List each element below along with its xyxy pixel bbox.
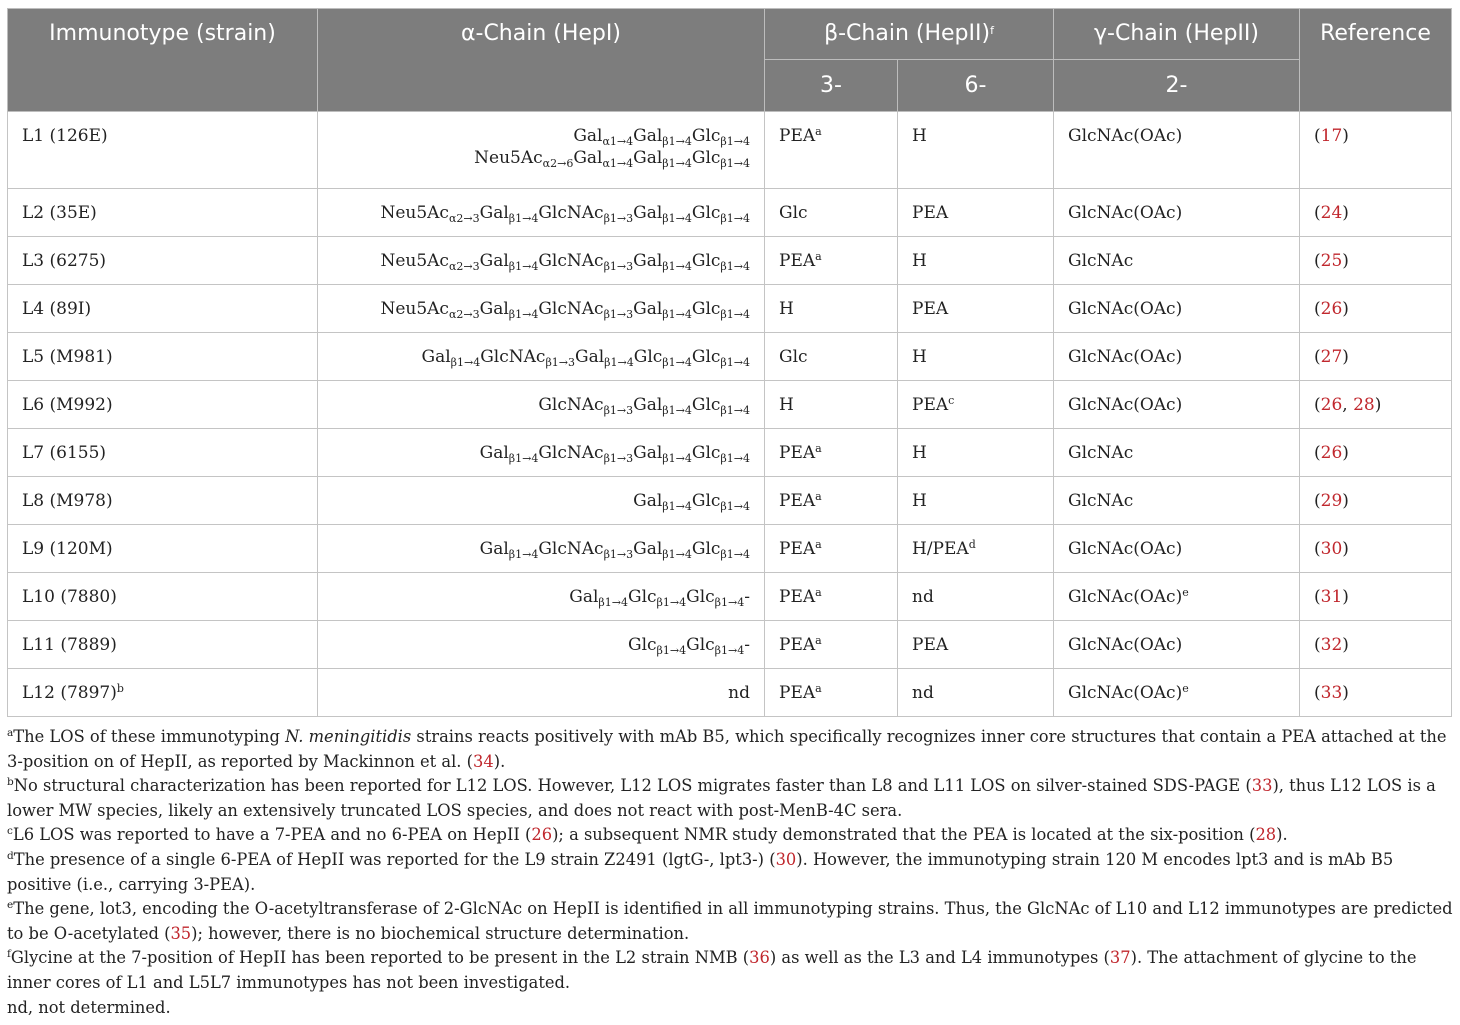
table-row xyxy=(8,381,1452,429)
reference-cell: (26, 28) xyxy=(1300,381,1452,429)
immunotype-table xyxy=(7,8,1452,717)
reference-cell: (31) xyxy=(1300,573,1452,621)
beta-3-cell: Glc xyxy=(765,189,898,237)
gamma-cell: GlcNAc xyxy=(1054,429,1300,477)
reference-cell: (25) xyxy=(1300,237,1452,285)
footnote-mark: f xyxy=(990,24,994,37)
beta-6-cell: nd xyxy=(898,573,1054,621)
beta-3-cell: PEA$^a$ xyxy=(765,237,898,285)
results-table-container xyxy=(7,8,1451,717)
reference-cell: (24) xyxy=(1300,189,1452,237)
footnote-f: $^f$Glycine at the 7-position of HepII has been reported to be present in the L2 strain NMB (36) as well as the L3 and L4 immunotypes (37). The attachment of glycine to the inner cores of L1 and L5L7 immunotypes has not been investigated. xyxy=(7,948,1417,992)
reference-link[interactable]: 29 xyxy=(1320,491,1343,511)
beta-6-cell: PEA xyxy=(898,621,1054,669)
gamma-cell: GlcNAc(OAc) xyxy=(1054,621,1300,669)
reference-link[interactable]: 24 xyxy=(1320,203,1343,223)
immunotype-cell: L10 (7880) xyxy=(8,573,318,621)
reference-link[interactable]: 25 xyxy=(1320,251,1343,271)
table-row xyxy=(8,621,1452,669)
alpha-chain-cell: Gal$_{\beta 1\to 4}$GlcNAc$_{\beta 1\to 3}$Gal$_{\beta 1\to 4}$Glc$_{\beta 1\to 4}$Glc$_{\beta 1\to 4}$ xyxy=(318,333,765,381)
alpha-chain-cell: $Neu5Ac_{\alpha 2\to 3}Gal_{\beta 1\to 4}GlcNAc_{\beta 1\to 3}Gal_{\beta 1\to 4}Glc_{\beta 1\to 4}$ xyxy=(318,237,765,285)
footnote-c: $^c$L6 LOS was reported to have a 7-PEA and no 6-PEA on HepII (26); a subsequent NMR study demonstrated that the PEA is located at the six-position (28). xyxy=(7,825,1288,845)
table-row xyxy=(8,237,1452,285)
table-row xyxy=(8,477,1452,525)
footnote-nd: nd, not determined. xyxy=(7,997,171,1017)
table-row xyxy=(8,333,1452,381)
beta-6-cell: PEA xyxy=(898,285,1054,333)
reference-cell: (17) xyxy=(1300,112,1452,189)
alpha-chain-cell: Gal$_{\beta 1\to 4}$GlcNAc$_{\beta 1\to 3}$Gal$_{\beta 1\to 4}$Glc$_{\beta 1\to 4}$ xyxy=(318,525,765,573)
reference-link[interactable]: 28 xyxy=(1255,825,1277,845)
table-row xyxy=(8,573,1452,621)
reference-cell: (33) xyxy=(1300,669,1452,717)
footnote-a: $^a$The LOS of these immunotyping N. meningitidis strains reacts positively with mAb B5, which specifically recognizes inner core structures that contain a PEA attached at the 3-position on of HepII, as reported by Mackinnon et al. (34). xyxy=(7,727,1447,771)
reference-link[interactable]: 32 xyxy=(1320,635,1343,655)
gamma-cell: GlcNAc(OAc) xyxy=(1054,112,1300,189)
header-beta-6: 6- xyxy=(898,60,1054,112)
header-gamma-2: 2- xyxy=(1054,60,1300,112)
immunotype-cell: L1 (126E) xyxy=(8,112,318,189)
header-reference: Reference xyxy=(1300,9,1452,112)
beta-3-cell: PEA$^a$ xyxy=(765,477,898,525)
beta-6-cell: H xyxy=(898,333,1054,381)
table-row xyxy=(8,525,1452,573)
table-row xyxy=(8,112,1452,189)
reference-cell: (32) xyxy=(1300,621,1452,669)
beta-6-cell: PEA$^c$ xyxy=(898,381,1054,429)
header-row-1 xyxy=(8,9,1452,60)
immunotype-cell: L4 (89I) xyxy=(8,285,318,333)
beta-3-cell: PEA$^a$ xyxy=(765,621,898,669)
table-row xyxy=(8,429,1452,477)
beta-3-cell: PEA$^a$ xyxy=(765,573,898,621)
reference-link[interactable]: 33 xyxy=(1320,683,1343,703)
beta-6-cell: PEA xyxy=(898,189,1054,237)
immunotype-cell: L3 (6275) xyxy=(8,237,318,285)
alpha-chain-cell: nd xyxy=(318,669,765,717)
beta-6-cell: H xyxy=(898,112,1054,189)
alpha-chain-cell: $Neu5Ac_{\alpha 2\to 3}Gal_{\beta 1\to 4}GlcNAc_{\beta 1\to 3}Gal_{\beta 1\to 4}Glc_{\beta 1\to 4}$ xyxy=(318,189,765,237)
gamma-cell: GlcNAc xyxy=(1054,477,1300,525)
alpha-chain-cell: Glc$_{\beta 1\to 4}$Glc$_{\beta 1\to 4}$- xyxy=(318,621,765,669)
beta-3-cell: H xyxy=(765,381,898,429)
reference-link[interactable]: 33 xyxy=(1251,776,1273,796)
beta-6-cell: H/PEA$^d$ xyxy=(898,525,1054,573)
table-row xyxy=(8,669,1452,717)
beta-3-cell: PEA$^a$ xyxy=(765,525,898,573)
reference-cell: (30) xyxy=(1300,525,1452,573)
reference-link[interactable]: 26 xyxy=(1320,395,1343,415)
immunotype-cell: L5 (M981) xyxy=(8,333,318,381)
beta-3-cell: PEA$^a$ xyxy=(765,669,898,717)
beta-3-cell: H xyxy=(765,285,898,333)
reference-link[interactable]: 35 xyxy=(170,923,192,943)
footnote-d: $^d$The presence of a single 6-PEA of HepII was reported for the L9 strain Z2491 (lgtG-, lpt3-) (30). However, the immunotyping strain 120 M encodes lpt3 and is mAb B5 positive (i.e., carrying 3-PEA). xyxy=(7,849,1394,894)
reference-link[interactable]: 28 xyxy=(1353,395,1375,415)
gamma-cell: GlcNAc(OAc)$^e$ xyxy=(1054,669,1300,717)
immunotype-cell: L8 (M978) xyxy=(8,477,318,525)
reference-link[interactable]: 17 xyxy=(1320,126,1343,146)
header-immunotype: Immunotype (strain) xyxy=(8,9,318,112)
alpha-chain-cell: Gal$_{\beta 1\to 4}$GlcNAc$_{\beta 1\to 3}$Gal$_{\beta 1\to 4}$Glc$_{\beta 1\to 4}$ xyxy=(318,429,765,477)
beta-3-cell: PEA$^a$ xyxy=(765,112,898,189)
beta-3-cell: PEA$^a$ xyxy=(765,429,898,477)
reference-cell: (29) xyxy=(1300,477,1452,525)
table-row xyxy=(8,189,1452,237)
alpha-chain-cell: Gal$_{\beta 1\to 4}$Glc$_{\beta 1\to 4}$Glc$_{\beta 1\to 4}$- xyxy=(318,573,765,621)
footnote-b: $^b$No structural characterization has been reported for L12 LOS. However, L12 LOS migrates faster than L8 and L11 LOS on silver-stained SDS-PAGE (33), thus L12 LOS is a lower MW species, likely an extensively truncated LOS species, and does not react with post-MenB-4C sera. xyxy=(7,776,1436,820)
gamma-cell: GlcNAc(OAc) xyxy=(1054,381,1300,429)
reference-cell: (27) xyxy=(1300,333,1452,381)
alpha-chain-cell: Gal$_{\alpha 1\to 4}$Gal$_{\beta 1\to 4}$Glc$_{\beta 1\to 4}$ $Neu5Ac_{\alpha 2\to 6}Gal_{\alpha 1\to 4}Gal_{\beta 1\to 4}Glc_{\beta 1\to 4}$ xyxy=(318,112,765,189)
gamma-cell: GlcNAc xyxy=(1054,237,1300,285)
immunotype-cell: L2 (35E) xyxy=(8,189,318,237)
beta-6-cell: nd xyxy=(898,669,1054,717)
header-alpha: α-Chain (HepI) xyxy=(318,9,765,112)
immunotype-cell: L12 $(7897)^b$ xyxy=(8,669,318,717)
gamma-cell: GlcNAc(OAc) xyxy=(1054,189,1300,237)
reference-link[interactable]: 26 xyxy=(531,825,553,845)
alpha-chain-cell: $Neu5Ac_{\alpha 2\to 3}Gal_{\beta 1\to 4}GlcNAc_{\beta 1\to 3}Gal_{\beta 1\to 4}Glc_{\beta 1\to 4}$ xyxy=(318,285,765,333)
reference-link[interactable]: 30 xyxy=(775,849,797,869)
immunotype-cell: L11 (7889) xyxy=(8,621,318,669)
reference-link[interactable]: 31 xyxy=(1320,587,1343,607)
reference-link[interactable]: 30 xyxy=(1320,539,1343,559)
immunotype-cell: L6 (M992) xyxy=(8,381,318,429)
reference-link[interactable]: 26 xyxy=(1320,299,1343,319)
gamma-cell: GlcNAc(OAc) xyxy=(1054,333,1300,381)
beta-3-cell: Glc xyxy=(765,333,898,381)
beta-6-cell: H xyxy=(898,429,1054,477)
footnote-e: $^e$The gene, lot3, encoding the O-acetyltransferase of 2-GlcNAc on HepII is identified in all immunotyping strains. Thus, the GlcNAc of L10 and L12 immunotypes are predicted to be O-acetylated (35); however, there is no biochemical structure determination. xyxy=(7,899,1453,943)
table-row xyxy=(8,285,1452,333)
header-gamma: γ-Chain (HepII) xyxy=(1054,9,1300,60)
gamma-cell: GlcNAc(OAc) xyxy=(1054,285,1300,333)
reference-link[interactable]: 34 xyxy=(473,751,494,771)
header-beta: β-Chain (HepII)$^f$ xyxy=(765,9,1054,60)
gamma-cell: GlcNAc(OAc) xyxy=(1054,525,1300,573)
immunotype-cell: L7 (6155) xyxy=(8,429,318,477)
reference-link[interactable]: 37 xyxy=(1109,948,1131,968)
beta-6-cell: H xyxy=(898,237,1054,285)
reference-cell: (26) xyxy=(1300,429,1452,477)
beta-6-cell: H xyxy=(898,477,1054,525)
reference-link[interactable]: 26 xyxy=(1320,443,1343,463)
reference-cell: (26) xyxy=(1300,285,1452,333)
gamma-cell: GlcNAc(OAc)$^e$ xyxy=(1054,573,1300,621)
table-footnotes xyxy=(7,725,1453,1020)
reference-link[interactable]: 36 xyxy=(749,948,770,968)
immunotype-cell: L9 (120M) xyxy=(8,525,318,573)
alpha-chain-cell: GlcNAc$_{\beta 1\to 3}$Gal$_{\beta 1\to 4}$Glc$_{\beta 1\to 4}$ xyxy=(318,381,765,429)
alpha-chain-cell: Gal$_{\beta 1\to 4}$Glc$_{\beta 1\to 4}$ xyxy=(318,477,765,525)
reference-link[interactable]: 27 xyxy=(1320,347,1343,367)
header-beta-3: 3- xyxy=(765,60,898,112)
